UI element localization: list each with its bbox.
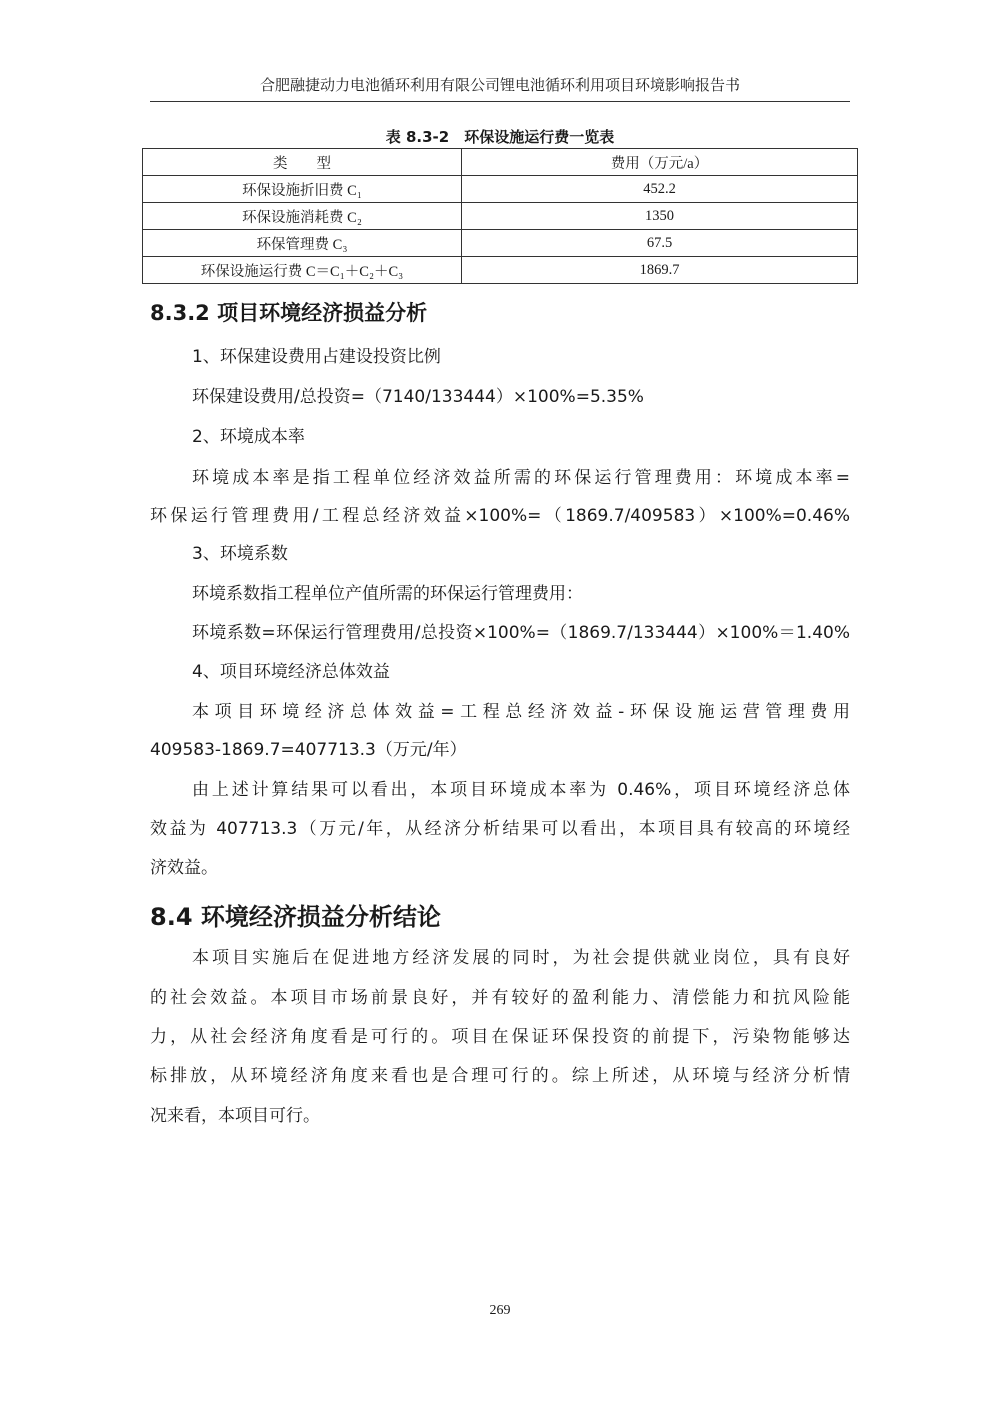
subheading-3: 3、环境系数 — [192, 544, 288, 564]
row-type-cell: 环保管理费 C₃ — [143, 230, 462, 257]
section-heading-8-3-2: 8.3.2 项目环境经济损益分析 — [150, 301, 428, 325]
column-header-cost: 费用（万元/a） — [462, 149, 858, 176]
subheading-2: 2、环境成本率 — [192, 427, 305, 447]
paragraph-line: 的社会效益。本项目市场前景良好，并有较好的盈利能力、清偿能力和抗风险能 — [150, 988, 850, 1008]
paragraph-line: 由上述计算结果可以看出，本项目环境成本率为 0.46%，项目环境经济总体 — [192, 780, 850, 800]
page-number: 269 — [489, 1303, 511, 1318]
table-caption: 表 8.3-2 环保设施运行费一览表 — [385, 128, 615, 146]
paragraph-line: 环境系数指工程单位产值所需的环保运行管理费用： — [192, 584, 583, 604]
paragraph-line: 环保运行管理费用/工程总经济效益×100%=（1869.7/409583）×100%=0.46% — [150, 506, 850, 526]
row-cost-cell: 1869.7 — [462, 257, 858, 284]
row-type-cell: 环保设施运行费 C＝C₁＋C₂＋C₃ — [143, 257, 462, 284]
paragraph-line: 济效益。 — [150, 858, 218, 878]
header-divider — [150, 101, 850, 102]
row-type-cell: 环保设施折旧费 C₁ — [143, 176, 462, 203]
cost-table — [142, 148, 858, 284]
column-header-type: 类 型 — [143, 149, 462, 176]
paragraph-line: 409583-1869.7=407713.3（万元/年） — [150, 740, 467, 760]
table-row — [143, 257, 858, 284]
formula-line: 环境系数=环保运行管理费用/总投资×100%=（1869.7/133444）×100%＝1.40% — [192, 623, 850, 643]
row-cost-cell: 1350 — [462, 203, 858, 230]
paragraph-line: 效益为 407713.3（万元/年，从经济分析结果可以看出，本项目具有较高的环境经 — [150, 819, 850, 839]
formula-line: 环保建设费用/总投资=（7140/133444）×100%=5.35% — [192, 387, 644, 407]
table-row — [143, 203, 858, 230]
row-type-cell: 环保设施消耗费 C₂ — [143, 203, 462, 230]
table-header-row — [143, 149, 858, 176]
table-row — [143, 176, 858, 203]
paragraph-line: 本项目环境经济总体效益=工程总经济效益-环保设施运营管理费用 — [192, 702, 850, 722]
row-cost-cell: 67.5 — [462, 230, 858, 257]
paragraph-line: 标排放，从环境经济角度来看也是合理可行的。综上所述，从环境与经济分析情 — [150, 1066, 850, 1086]
paragraph-line: 力，从社会经济角度看是可行的。项目在保证环保投资的前提下，污染物能够达 — [150, 1027, 850, 1047]
paragraph-line: 况来看，本项目可行。 — [150, 1106, 320, 1126]
table-row — [143, 230, 858, 257]
running-header: 合肥融捷动力电池循环利用有限公司锂电池循环利用项目环境影响报告书 — [259, 76, 740, 94]
subheading-4: 4、项目环境经济总体效益 — [192, 662, 390, 682]
row-cost-cell: 452.2 — [462, 176, 858, 203]
paragraph-line: 本项目实施后在促进地方经济发展的同时，为社会提供就业岗位，具有良好 — [192, 948, 850, 968]
section-heading-8-4: 8.4 环境经济损益分析结论 — [150, 903, 441, 931]
paragraph-line: 环境成本率是指工程单位经济效益所需的环保运行管理费用：环境成本率= — [192, 468, 850, 488]
subheading-1: 1、环保建设费用占建设投资比例 — [192, 347, 441, 367]
